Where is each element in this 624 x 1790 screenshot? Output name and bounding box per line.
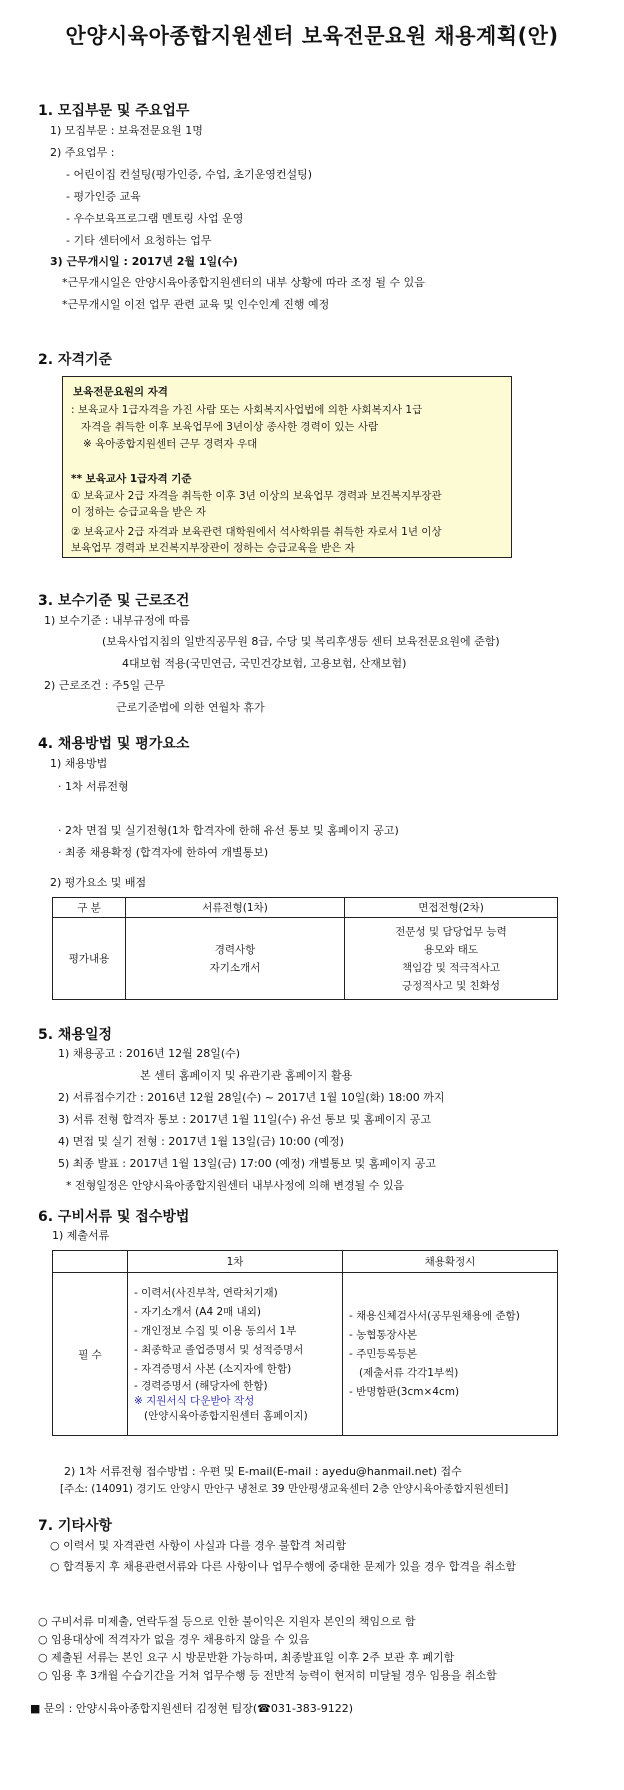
table-header-empty [53,1251,128,1273]
table-row [53,918,558,1000]
document-item: - 경력증명서 (해당자에 한함) [134,1380,268,1392]
evaluation-table [52,897,558,1000]
hiring-step: · 최종 채용확정 (합격자에 한하여 개별통보) [58,846,269,859]
criteria-item: 전문성 및 담당업무 능력 [395,925,507,938]
section-heading-6: 6. 구비서류 및 접수방법 [38,1209,190,1225]
qualification-text: ① 보육교사 2급 자격을 취득한 이후 3년 이상의 보육업무 경력과 보건복지부장관 [71,490,442,502]
document-item: - 개인정보 수집 및 이용 동의서 1부 [134,1325,297,1337]
hiring-step: · 1차 서류전형 [58,780,129,793]
form-download-source: (안양시육아종합지원센터 홈페이지) [144,1410,308,1422]
recruit-field: 1) 모집부문 : 보육전문요원 1명 [50,124,203,137]
schedule-detail: 본 센터 홈페이지 및 유관기관 홈페이지 활용 [140,1069,353,1082]
qualification-subtitle: ** 보육교사 1급자격 기준 [71,473,192,485]
criteria-item: 용모와 태도 [423,943,479,956]
page-title: 안양시육아종합지원센터 보육전문요원 채용계획(안) [65,24,559,48]
document-item: (제출서류 각각1부씩) [359,1366,459,1379]
document-item: - 반명함판(3cm×4cm) [349,1385,460,1398]
interview-criteria [345,918,558,1000]
schedule-item: 4) 면접 및 실기 전형 : 2017년 1월 13일(금) 10:00 (예정) [58,1135,344,1148]
table-row [53,1273,558,1436]
start-date-note: *근무개시일은 안양시육아종합지원센터의 내부 상황에 따라 조정 될 수 있음 [62,276,425,289]
insurance-detail: 4대보험 적용(국민연금, 국민건강보험, 고용보험, 산재보험) [122,657,407,670]
form-download-note: ※ 지원서식 다운받아 작성 [134,1395,255,1407]
table-header-row [53,1251,558,1273]
document-item: - 자기소개서 (A4 2매 내외) [134,1306,262,1318]
qualification-text: 이 정하는 승급교육을 받은 자 [71,506,207,518]
table-header-row [53,898,558,918]
document-criteria [126,918,345,1000]
document-item: - 자격증명서 사본 (소지자에 한함) [134,1363,292,1375]
misc-item: ○ 임용대상에 적격자가 없을 경우 채용하지 않을 수 있음 [38,1633,310,1646]
qualification-title: 보육전문요원의 자격 [73,386,168,398]
submission-address: [주소: (14091) 경기도 안양시 만안구 냉천로 39 만안평생교육센터 2층 안양시육아종합지원센터] [60,1483,509,1495]
duty-item: - 우수보육프로그램 멘토링 사업 운영 [66,212,244,225]
pay-standard: 1) 보수기준 : 내부규정에 따름 [44,614,190,627]
main-duties-label: 2) 주요업무 : [50,146,115,159]
document-item: - 농협통장사본 [349,1328,417,1341]
qualification-text: : 보육교사 1급자격을 가진 사람 또는 사회복지사업법에 의한 사회복지사 1급 [71,404,423,416]
duty-item: - 평가인증 교육 [66,190,141,203]
qualification-text: 보육업무 경력과 보건복지부장관이 정하는 승급교육을 받은 자 [71,542,355,554]
section-heading-1: 1. 모집부문 및 주요업무 [38,103,190,119]
work-condition-detail: 근로기준법에 의한 연월차 휴가 [116,701,265,714]
submission-method: 2) 1차 서류전형 접수방법 : 우편 및 E-mail(E-mail : ayedu@hanmail.net) 접수 [64,1465,462,1478]
final-documents [343,1273,558,1436]
schedule-note: * 전형일정은 안양시육아종합지원센터 내부사정에 의해 변경될 수 있음 [66,1179,405,1192]
qualification-text: 자격을 취득한 이후 보육업무에 3년이상 종사한 경력이 있는 사람 [81,421,379,433]
table-header: 구 분 [53,898,126,918]
duty-item: - 어린이집 컨설팅(평가인증, 수업, 초기운영컨설팅) [66,168,313,181]
row-label: 필 수 [53,1273,128,1436]
misc-item: ○ 임용 후 3개월 수습기간을 거쳐 업무수행 등 전반적 능력이 현저히 미달될 경우 임용을 취소함 [38,1669,497,1682]
documents-label: 1) 제출서류 [52,1229,110,1242]
hiring-step: · 2차 면접 및 실기전형(1차 합격자에 한해 유선 통보 및 홈페이지 공고) [58,824,399,837]
misc-item: ○ 제출된 서류는 본인 요구 시 방문반환 가능하며, 최종발표일 이후 2주 보관 후 폐기함 [38,1651,455,1664]
table-header: 서류전형(1차) [126,898,345,918]
section-heading-7: 7. 기타사항 [38,1518,113,1534]
qualification-box [62,376,512,558]
criteria-item: 긍정적사고 및 친화성 [402,979,500,992]
misc-item: ○ 합격통지 후 채용관련서류와 다른 사항이나 업무수행에 중대한 문제가 있을 경우 합격을 취소함 [50,1560,516,1573]
schedule-item: 3) 서류 전형 합격자 통보 : 2017년 1월 11일(수) 유선 통보 및 홈페이지 공고 [58,1113,432,1126]
schedule-item: 1) 채용공고 : 2016년 12월 28일(수) [58,1047,241,1060]
qualification-note: ※ 육아종합지원센터 근무 경력자 우대 [83,438,258,450]
document-item: - 이력서(사진부착, 연락처기재) [134,1287,278,1299]
qualification-text: ② 보육교사 2급 자격과 보육관련 대학원에서 석사학위를 취득한 자로서 1년 이상 [71,526,442,538]
section-heading-3: 3. 보수기준 및 근로조건 [38,593,190,609]
section-heading-5: 5. 채용일정 [38,1027,113,1043]
duty-item: - 기타 센터에서 요청하는 업무 [66,234,212,247]
hiring-method-label: 1) 채용방법 [50,757,108,770]
criteria-item: 책임감 및 적극적사고 [402,961,500,974]
document-item: - 채용신체검사서(공무원채용에 준함) [349,1309,520,1322]
pay-standard-detail: (보육사업지침의 일반직공무원 8급, 수당 및 복리후생등 센터 보육전문요원에 준함) [102,635,500,648]
section-heading-2: 2. 자격기준 [38,352,113,368]
section-heading-4: 4. 채용방법 및 평가요소 [38,736,190,752]
row-label: 평가내용 [53,918,126,1000]
contact-info: ■ 문의 : 안양시육아종합지원센터 김정현 팀장(☎031-383-9122) [30,1702,354,1715]
first-round-documents [128,1273,343,1436]
table-header: 1차 [128,1251,343,1273]
schedule-item: 5) 최종 발표 : 2017년 1월 13일(금) 17:00 (예정) 개별통보 및 홈페이지 공고 [58,1157,436,1170]
document-item: - 주민등록등본 [349,1347,417,1360]
work-condition: 2) 근로조건 : 주5일 근무 [44,679,165,692]
start-date: 3) 근무개시일 : 2017년 2월 1일(수) [50,255,238,268]
misc-item: ○ 이력서 및 자격관련 사항이 사실과 다를 경우 불합격 처리함 [50,1539,347,1552]
start-date-note: *근무개시일 이전 업무 관련 교육 및 인수인계 진행 예정 [62,298,330,311]
table-header: 채용확정시 [343,1251,558,1273]
misc-item: ○ 구비서류 미제출, 연락두절 등으로 인한 불이익은 지원자 본인의 책임으로 함 [38,1615,416,1628]
evaluation-label: 2) 평가요소 및 배점 [50,876,147,889]
schedule-item: 2) 서류접수기간 : 2016년 12월 28일(수) ~ 2017년 1월 10일(화) 18:00 까지 [58,1091,445,1104]
documents-table [52,1250,558,1436]
document-item: - 최종학교 졸업증명서 및 성적증명서 [134,1344,304,1356]
table-header: 면접전형(2차) [345,898,558,918]
criteria-item: 자기소개서 [209,961,261,974]
criteria-item: 경력사항 [214,943,256,956]
